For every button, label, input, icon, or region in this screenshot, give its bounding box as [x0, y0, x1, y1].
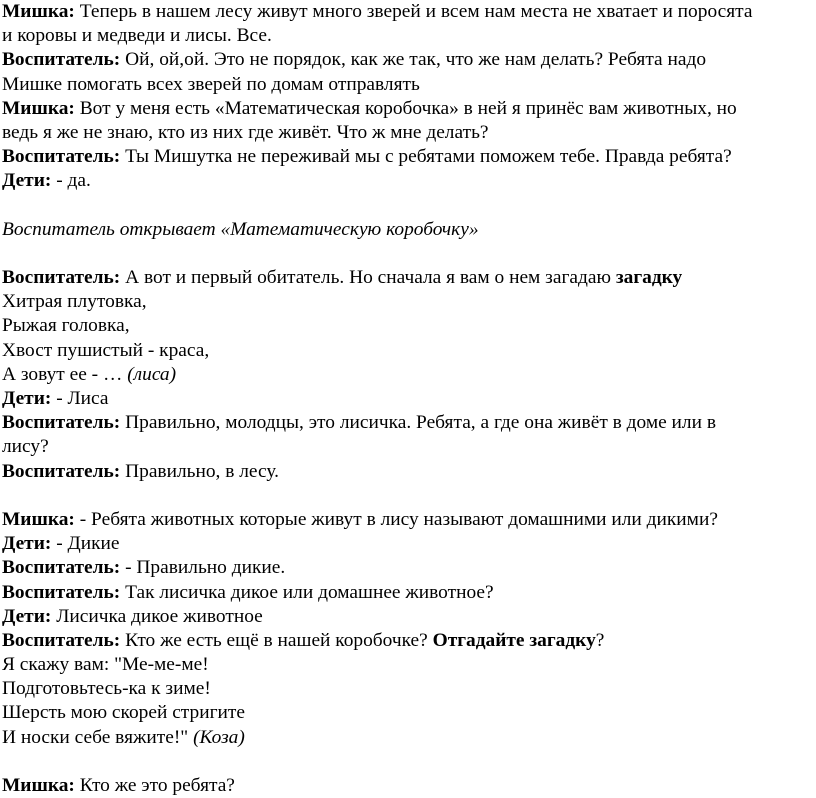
speaker-label: Дети: [2, 170, 52, 192]
riddle-line [2, 363, 814, 387]
line-text: - Правильно дикие. [125, 557, 286, 579]
spacer [2, 242, 814, 266]
riddle-answer: (лиса) [127, 363, 177, 385]
speaker-label: Воспитатель: [2, 412, 121, 434]
line-text: Правильно, молодцы, это лисичка. Ребята, а где она живёт в доме или в [125, 412, 716, 434]
line-text: - да. [56, 170, 91, 192]
stage-direction [2, 218, 814, 242]
spacer [2, 484, 814, 508]
line-text: Я скажу вам: "Ме-ме-ме! [2, 654, 209, 676]
line-text: Так лисичка дикое или домашнее животное? [125, 581, 494, 603]
line-text: - Дикие [56, 533, 120, 555]
line-text: Хитрая плутовка, [2, 291, 147, 313]
dialogue-line [2, 605, 814, 629]
line-text: Правильно, в лесу. [125, 460, 279, 482]
spacer [2, 194, 814, 218]
dialogue-line [2, 460, 814, 484]
dialogue-line [2, 556, 814, 580]
line-text: Кто же это ребята? [79, 775, 235, 796]
riddle-keyword: загадку [615, 267, 683, 289]
line-text: - Лиса [56, 388, 109, 409]
speaker-label: Воспитатель: [2, 629, 121, 651]
dialogue-line [2, 73, 814, 97]
dialogue-line [2, 435, 814, 459]
riddle-line [2, 339, 814, 363]
speaker-label: Мишка: [2, 508, 75, 530]
speaker-label: Мишка: [2, 97, 75, 119]
line-text: Мишке помогать всех зверей по домам отправлять [2, 73, 420, 95]
speaker-label: Воспитатель: [2, 557, 121, 579]
dialogue-line [2, 508, 814, 532]
line-text: А вот и первый обитатель. Но сначала я вам о нем загадаю [125, 267, 611, 289]
spacer [2, 750, 814, 774]
riddle-line [2, 677, 814, 701]
dialogue-line [2, 411, 814, 435]
line-text: - Ребята животных которые живут в лису называют домашними или дикими? [79, 508, 718, 530]
line-text: Ты Мишутка не переживай мы с ребятами поможем тебе. Правда ребята? [125, 146, 732, 168]
speaker-label: Дети: [2, 533, 52, 555]
line-text: ? [595, 629, 605, 651]
speaker-label: Мишка: [2, 1, 75, 22]
dialogue-line [2, 121, 814, 145]
dialogue-line [2, 169, 814, 193]
speaker-label: Воспитатель: [2, 460, 121, 482]
riddle-keyword: Отгадайте загадку [432, 629, 596, 651]
dialogue-line [2, 145, 814, 169]
speaker-label: Дети: [2, 388, 52, 409]
dialogue-line [2, 266, 814, 290]
line-text: Шерсть мою скорей стригите [2, 702, 245, 724]
line-text: Подготовьтесь-ка к зиме! [2, 678, 211, 700]
dialogue-line [2, 581, 814, 605]
riddle-line [2, 726, 814, 750]
stage-direction-text: Воспитатель открывает «Математическую коробочку» [2, 218, 479, 240]
line-text: Хвост пушистый - краса, [2, 339, 210, 361]
line-text: Лисичка дикое животное [56, 605, 263, 627]
line-text: и коровы и медведи и лисы. Все. [2, 25, 272, 47]
line-text: И носки себе вяжите!" [2, 726, 189, 748]
speaker-label: Воспитатель: [2, 267, 121, 289]
riddle-line [2, 653, 814, 677]
dialogue-line [2, 774, 814, 798]
riddle-line [2, 701, 814, 725]
dialogue-line [2, 24, 814, 48]
line-text: А зовут ее - … [2, 363, 123, 385]
riddle-answer: (Коза) [193, 726, 245, 748]
dialogue-line [2, 387, 814, 411]
speaker-label: Воспитатель: [2, 581, 121, 603]
speaker-label: Воспитатель: [2, 146, 121, 168]
speaker-label: Мишка: [2, 775, 75, 796]
riddle-line [2, 314, 814, 338]
line-text: Рыжая головка, [2, 315, 130, 337]
riddle-line [2, 290, 814, 314]
line-text: лису? [2, 436, 49, 458]
dialogue-line [2, 629, 814, 653]
line-text: Теперь в нашем лесу живут много зверей и всем нам места не хватает и поросята [79, 1, 753, 22]
dialogue-line [2, 532, 814, 556]
dialogue-line [2, 97, 814, 121]
line-text: Кто же есть ещё в нашей коробочке? [125, 629, 428, 651]
speaker-label: Дети: [2, 605, 52, 627]
dialogue-line [2, 0, 814, 24]
line-text: Вот у меня есть «Математическая коробочка» в ней я принёс вам животных, но [79, 97, 737, 119]
line-text: Ой, ой,ой. Это не порядок, как же так, что же нам делать? Ребята надо [125, 49, 707, 71]
speaker-label: Воспитатель: [2, 49, 121, 71]
line-text: ведь я же не знаю, кто из них где живёт. Что ж мне делать? [2, 121, 489, 143]
dialogue-line [2, 48, 814, 72]
